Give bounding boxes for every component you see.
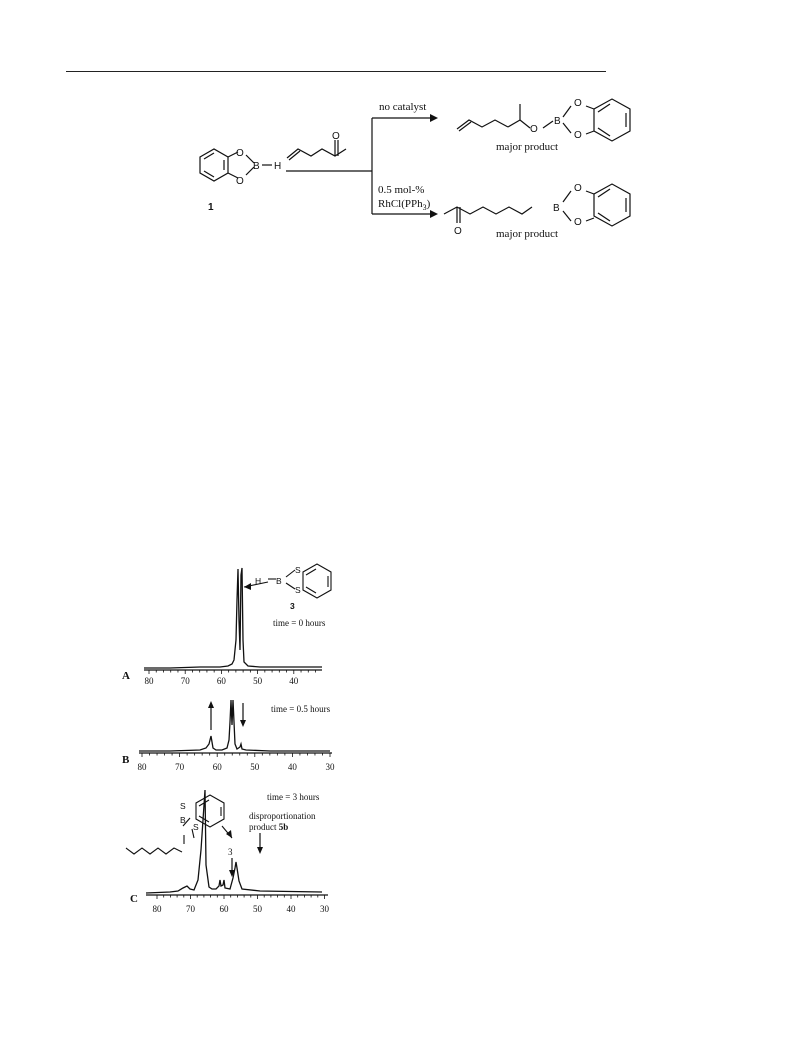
panel-c-time: time = 3 hours	[267, 792, 320, 802]
upper-product-o: O	[530, 124, 538, 135]
up-arrow-b	[208, 701, 214, 708]
panel-b-letter: B	[122, 754, 130, 766]
axis-tick-label-a: 50	[253, 676, 263, 686]
hexenone-structure	[287, 140, 346, 160]
axis-tick-label-b: 50	[250, 762, 260, 772]
axis-tick-label-a: 80	[144, 676, 154, 686]
upper-product-b: B	[554, 116, 561, 127]
panel-a-letter: A	[122, 670, 130, 682]
axis-tick-label-a: 40	[289, 676, 299, 686]
condition-catalyst-loading: 0.5 mol-%	[378, 184, 425, 196]
axis-tick-label-b: 40	[287, 762, 297, 772]
lower-product-o1: O	[574, 183, 582, 194]
panel-a-time: time = 0 hours	[273, 618, 326, 628]
lower-arrowhead	[430, 210, 438, 218]
axis-tick-label-b: 30	[325, 762, 335, 772]
struct3-label: 3	[290, 601, 295, 611]
struct3-h: H	[255, 576, 262, 586]
axis-tick-label-c: 30	[320, 904, 329, 914]
arrow-to-peak-a	[244, 583, 251, 590]
axis-tick-label-a: 70	[180, 676, 190, 686]
panel-b-time: time = 0.5 hours	[271, 704, 331, 714]
condition-catalyst: RhCl(PPh$_3$)	[378, 198, 431, 212]
axis-tick-label-c: 40	[286, 904, 296, 914]
lower-product-structure	[444, 184, 630, 226]
spectrum-b-arrows	[211, 703, 243, 730]
octyl-dithiaborole-structure	[126, 795, 232, 854]
axis-tick-label-b: 70	[175, 762, 185, 772]
atom-o-lower: O	[236, 176, 244, 187]
axis-tick-label-c: 60	[219, 904, 229, 914]
upper-major-product: major product	[496, 141, 559, 153]
upper-product-structure	[457, 99, 630, 141]
struct-c-s2: S	[193, 822, 199, 832]
upper-product-o1: O	[574, 98, 582, 109]
disproportionation-line2: product 5b	[249, 822, 289, 832]
down-arrow-b	[240, 720, 246, 727]
axis-tick-label-b: 60	[212, 762, 222, 772]
upper-product-o2: O	[574, 130, 582, 141]
ketone-o: O	[332, 131, 340, 142]
lower-major-product: major product	[496, 228, 559, 240]
struct3-s1: S	[295, 565, 301, 575]
atom-o-upper: O	[236, 148, 244, 159]
arrow-peak-5b	[257, 847, 263, 854]
axis-tick-label-c: 70	[186, 904, 195, 914]
struct3-b: B	[276, 576, 282, 586]
panel-c-letter: C	[130, 893, 138, 905]
axis-tick-label-b: 80	[137, 762, 147, 772]
axis-tick-label-c: 80	[152, 904, 162, 914]
condition-no-catalyst: no catalyst	[379, 101, 427, 113]
compound-label-1: 1	[208, 202, 214, 213]
disproportionation-line1: disproportionation	[249, 811, 316, 821]
axis-tick-label-a: 60	[216, 676, 226, 686]
axis-tick-label-c: 50	[253, 904, 262, 914]
atom-b: B	[253, 161, 260, 172]
upper-arrowhead	[430, 114, 438, 122]
spectrum-c-trace	[146, 790, 322, 893]
struct3-s2: S	[295, 585, 301, 595]
lower-product-b: B	[553, 203, 560, 214]
peak-3-label: 3	[228, 847, 233, 857]
struct-c-b: B	[180, 815, 186, 825]
atom-h: H	[274, 161, 282, 172]
struct-c-s1: S	[180, 801, 186, 811]
lower-product-o2: O	[574, 217, 582, 228]
lower-product-ketone-o: O	[454, 226, 462, 237]
